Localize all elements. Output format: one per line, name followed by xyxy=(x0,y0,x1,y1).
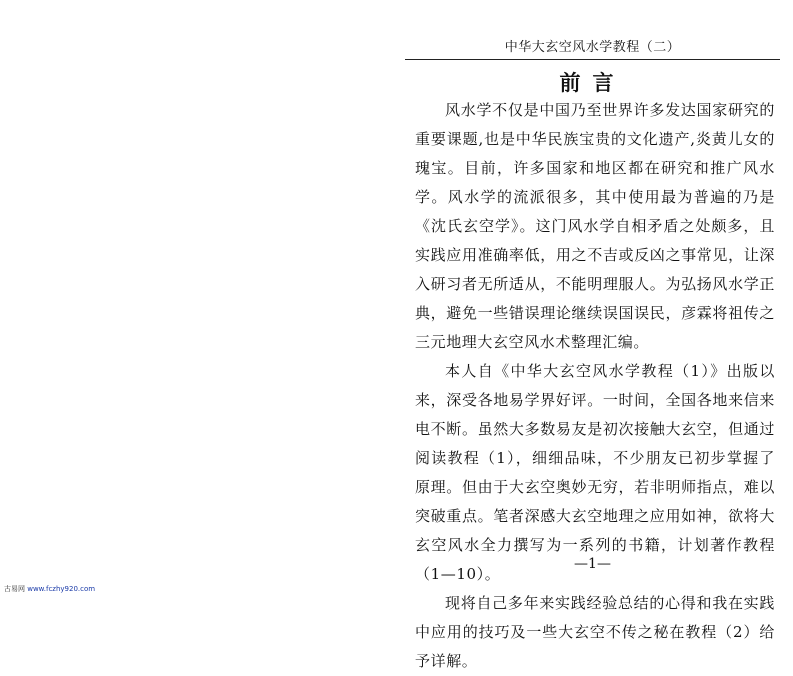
page-number: —1— xyxy=(574,556,611,572)
paragraph-2: 本人自《中华大玄空风水学教程（1）》出版以来，深受各地易学界好评。一时间，全国各地来信来电不断。虽然大多数易友是初次接触大玄空，但通过阅读教程（1），细细品味，不少朋友已初步掌握了原理。但由于大玄空奥妙无穷，若非明师指点，难以突破重点。笔者深感大玄空地理之应用如神，欲将大玄空风水全力撰写为一系列的书籍，计划著作教程（1—10）。 xyxy=(415,362,775,583)
running-header: 中华大玄空风水学教程（二） xyxy=(504,40,681,55)
section-heading: 前言 xyxy=(559,70,626,95)
left-blank-page xyxy=(0,0,395,597)
watermark-label: 古易网 xyxy=(4,585,25,593)
header-rule xyxy=(405,59,780,60)
body-text xyxy=(415,96,775,676)
paragraph-1: 风水学不仅是中国乃至世界许多发达国家研究的重要课题,也是中华民族宝贵的文化遗产,炎黄儿女的瑰宝。目前，许多国家和地区都在研究和推广风水学。风水学的流派很多，其中使用最为普遍的乃是《沈氏玄空学》。这门风水学自相矛盾之处颇多，且实践应用准确率低，用之不吉或反凶之事常见，让深入研习者无所适从，不能明理服人。为弘扬风水学正典，避免一些错误理论继续误国误民，彦霖将祖传之三元地理大玄空风水术整理汇编。 xyxy=(415,101,775,351)
watermark-url: www.fczhy920.com xyxy=(27,585,96,593)
book-page xyxy=(405,36,780,670)
paragraph-3: 现将自己多年来实践经验总结的心得和我在实践中应用的技巧及一些大玄空不传之秘在教程（2）给予详解。 xyxy=(415,594,775,670)
watermark xyxy=(4,584,95,594)
